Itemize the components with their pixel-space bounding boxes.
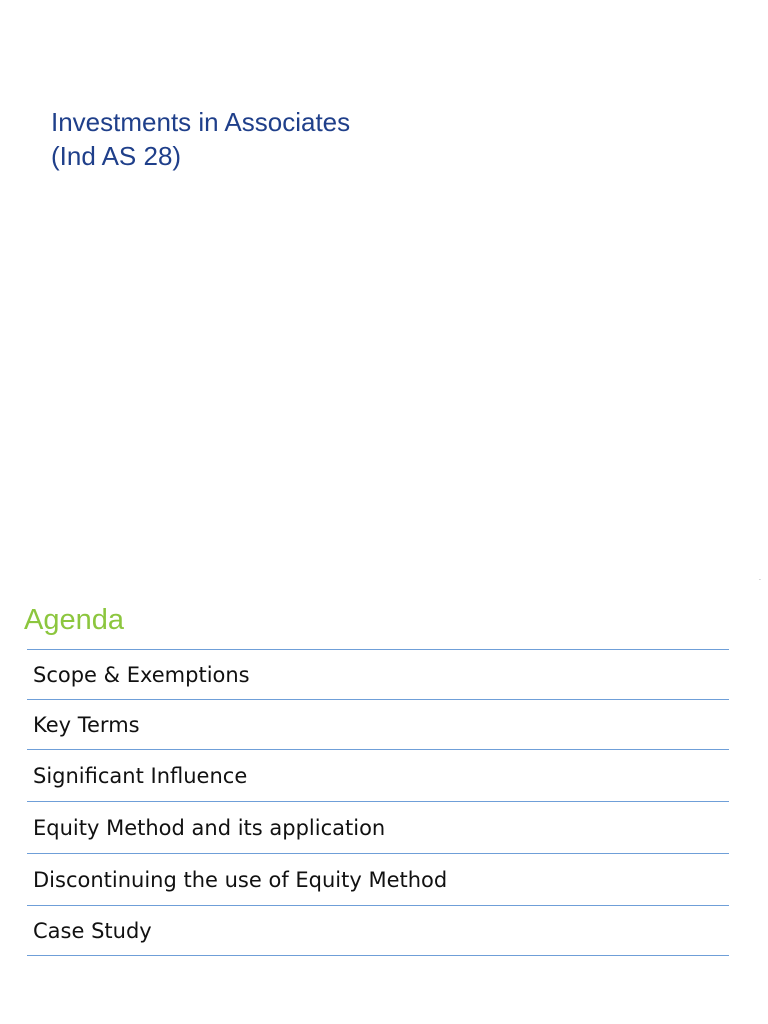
agenda-item-scope-exemptions: Scope & Exemptions xyxy=(27,650,729,700)
agenda-item-significant-influence: Significant Influence xyxy=(27,750,729,802)
title-line-2: (Ind AS 28) xyxy=(51,141,182,171)
agenda-item-equity-method: Equity Method and its application xyxy=(27,802,729,854)
agenda-item-case-study: Case Study xyxy=(27,906,729,956)
agenda-heading: Agenda xyxy=(24,604,124,636)
agenda-item-discontinuing-equity-method: Discontinuing the use of Equity Method xyxy=(27,854,729,906)
agenda-slide xyxy=(0,580,768,1024)
agenda-list xyxy=(27,649,729,956)
agenda-item-key-terms: Key Terms xyxy=(27,700,729,750)
slide-title xyxy=(51,105,350,173)
title-line-1: Investments in Associates xyxy=(51,107,351,137)
